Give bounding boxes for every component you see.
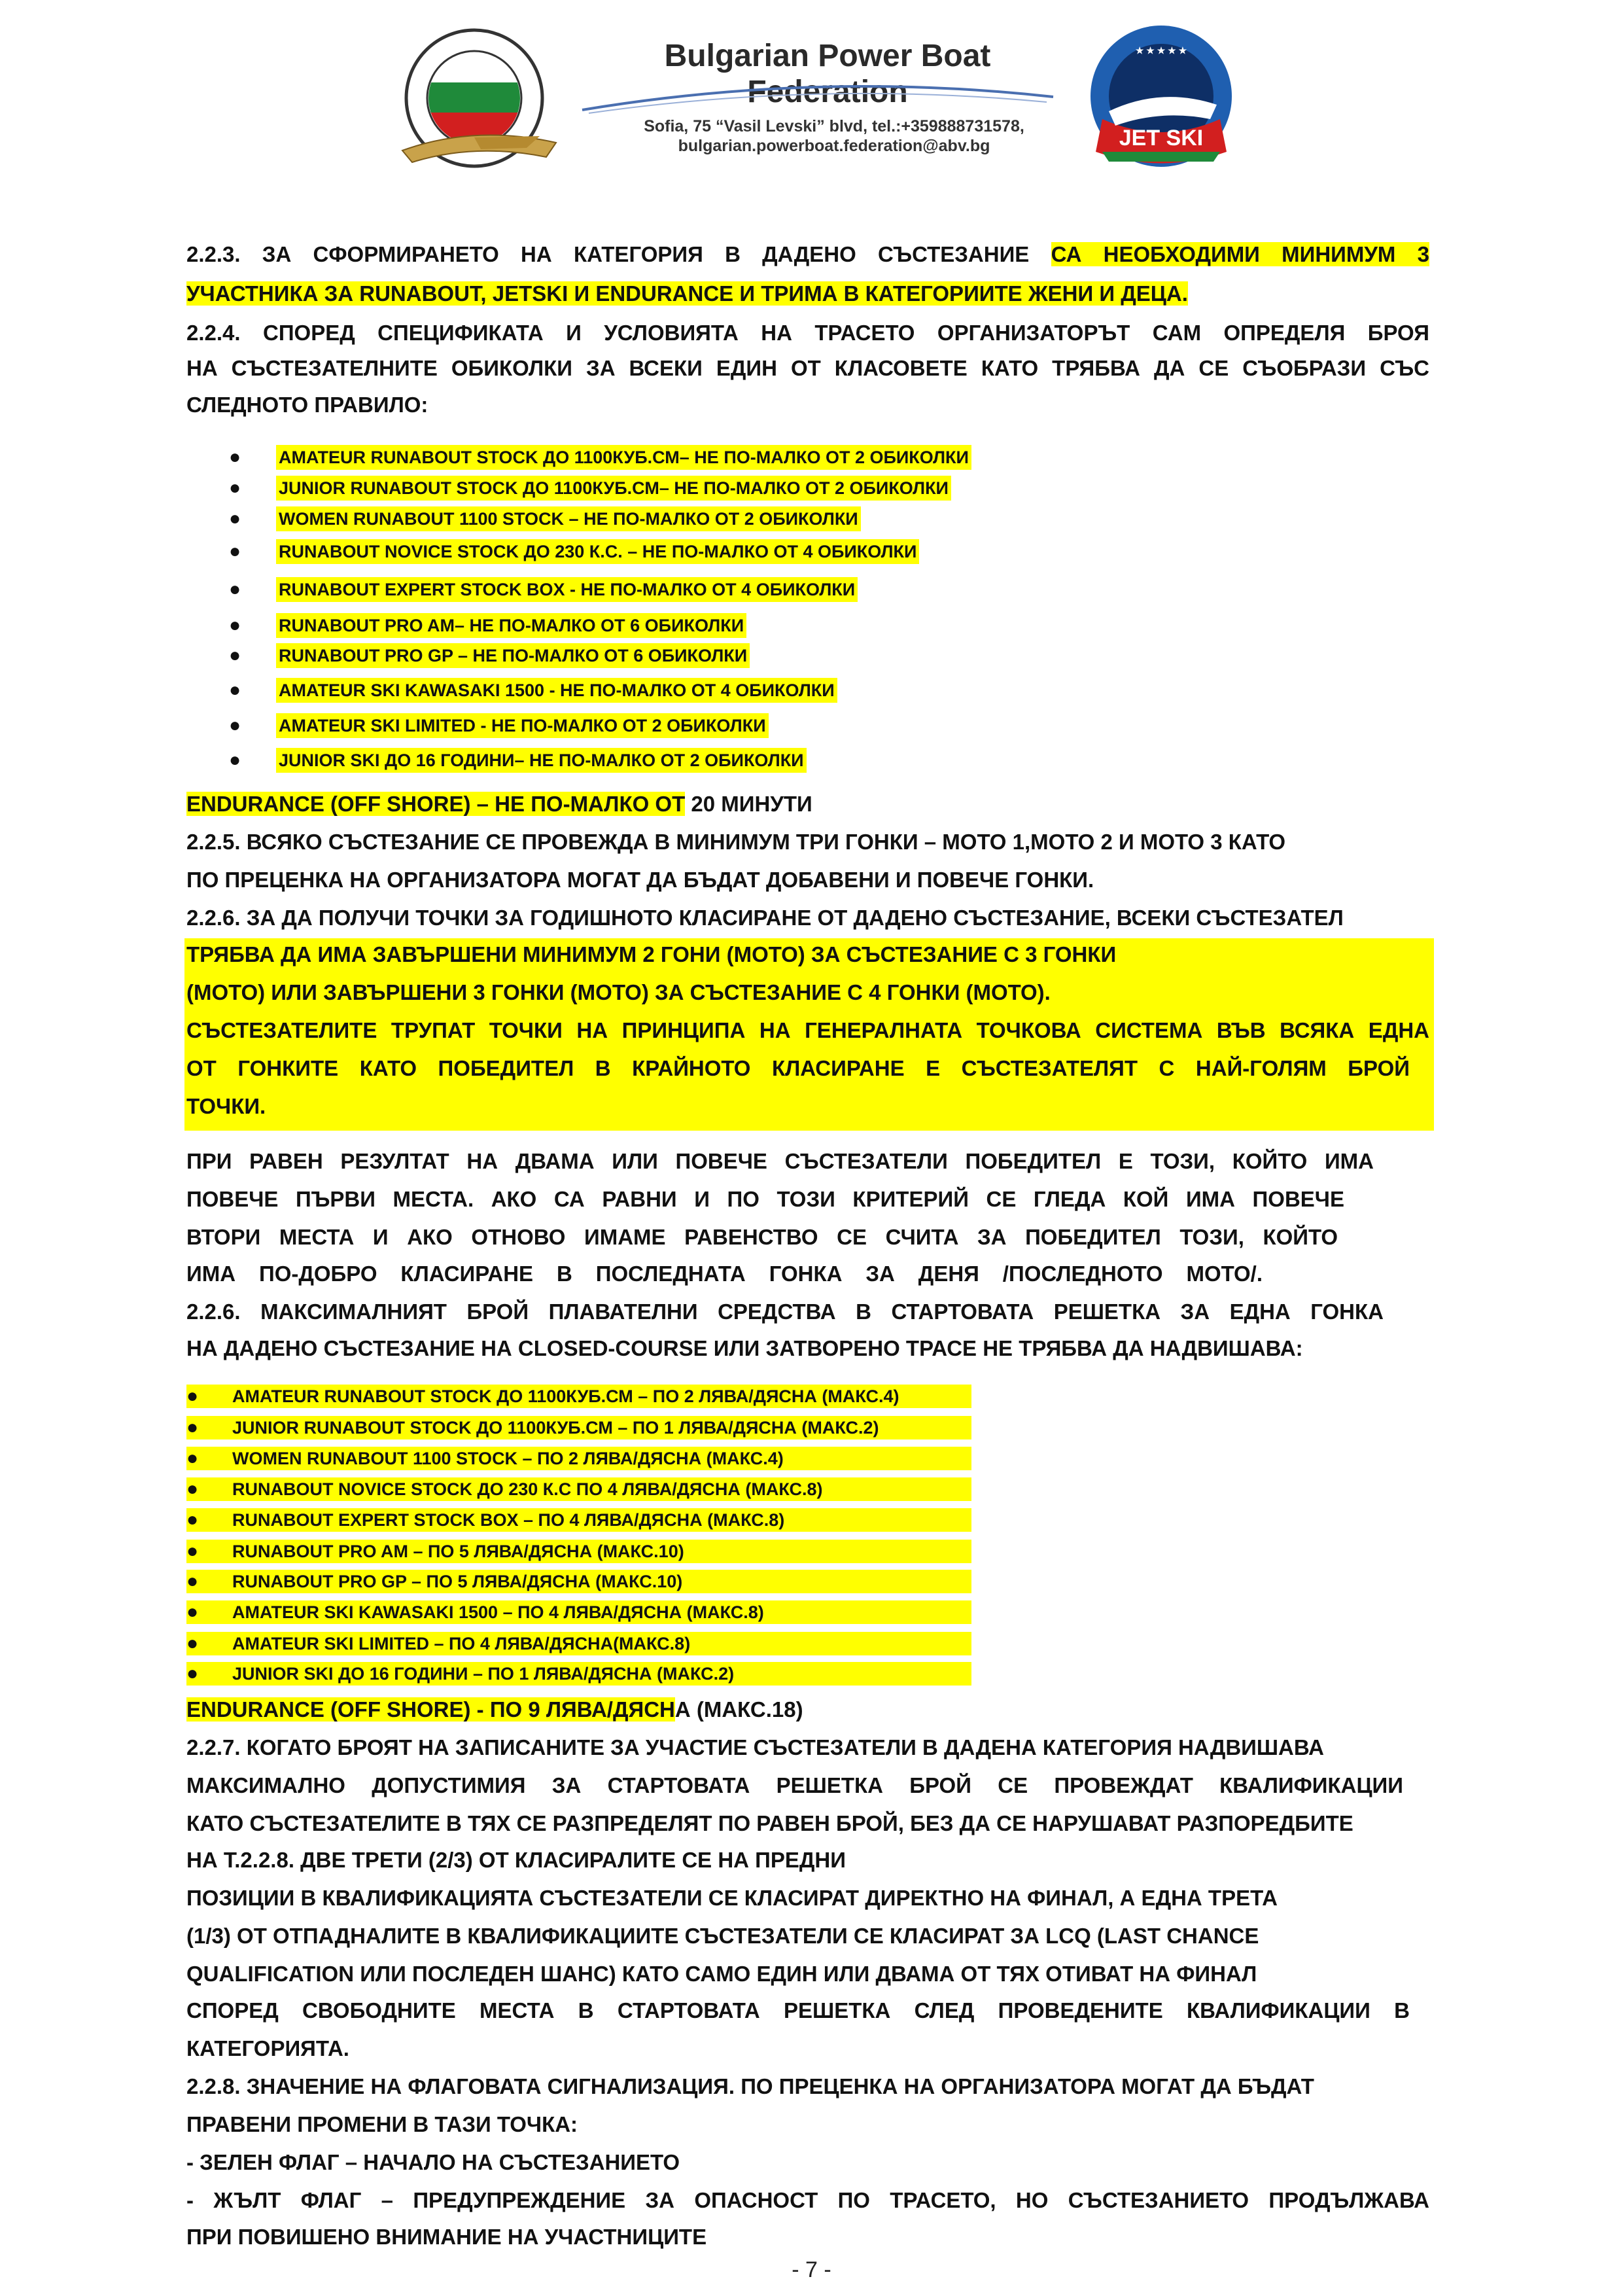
endurance-laps: ENDURANCE (OFF SHORE) – НЕ ПО-МАЛКО ОТ 20 МИНУТИ	[186, 792, 812, 816]
laps-list-item-text: AMATEUR SKI LIMITED - НЕ ПО-МАЛКО ОТ 2 ОБИКОЛКИ	[276, 713, 769, 738]
bullet-icon: ●	[229, 614, 241, 636]
section-2-2-4-line-2: НА СЪСТЕЗАТЕЛНИТЕ ОБИКОЛКИ ЗА ВСЕКИ ЕДИН ОТ КЛАСОВЕТЕ КАТО ТРЯБВА ДА СЕ СЪОБРАЗИ СЪС	[186, 356, 1429, 380]
section-2-2-4-line-3: СЛЕДНОТО ПРАВИЛО:	[186, 393, 428, 417]
bullet-icon: ●	[186, 1417, 199, 1438]
laps-list-item-text: RUNABOUT PRO GP – НЕ ПО-МАЛКО ОТ 6 ОБИКОЛКИ	[276, 643, 750, 668]
yellow-flag-line: - ЖЪЛТ ФЛАГ – ПРЕДУПРЕЖДЕНИЕ ЗА ОПАСНОСТ ПО ТРАСЕТО, НО СЪСТЕЗАНИЕТО ПРОДЪЛЖАВА	[186, 2188, 1429, 2212]
laps-list-item-text: JUNIOR RUNABOUT STOCK ДО 1100КУБ.СМ– НЕ ПО-МАЛКО ОТ 2 ОБИКОЛКИ	[276, 476, 951, 501]
max-boats-list-item-text: JUNIOR SKI ДО 16 ГОДИНИ – ПО 1 ЛЯВА/ДЯСНА (МАКС.2)	[186, 1662, 971, 1686]
section-2-2-8-line-2: ПРАВЕНИ ПРОМЕНИ В ТАЗИ ТОЧКА:	[186, 2112, 578, 2136]
section-2-2-7-line-2: МАКСИМАЛНО ДОПУСТИМИЯ ЗА СТАРТОВАТА РЕШЕТКА БРОЙ СЕ ПРОВЕЖДАТ КВАЛИФИКАЦИИ	[186, 1773, 1403, 1797]
section-2-2-7-line-4: НА Т.2.2.8. ДВЕ ТРЕТИ (2/3) ОТ КЛАСИРАЛИТЕ СЕ НА ПРЕДНИ	[186, 1848, 846, 1872]
svg-text:★ ★ ★ ★ ★: ★ ★ ★ ★ ★	[1135, 45, 1187, 56]
section-2-2-7-line-3: КАТО СЪСТЕЗАТЕЛИТЕ В ТЯХ СЕ РАЗПРЕДЕЛЯТ ПО РАВЕН БРОЙ, БЕЗ ДА СЕ НАРУШАВАТ РАЗПОРЕДБИТЕ	[186, 1811, 1353, 1835]
max-boats-list-item-text: AMATEUR SKI KAWASAKI 1500 – ПО 4 ЛЯВА/ДЯСНА (МАКС.8)	[186, 1600, 971, 1624]
tie-rule-line-3: ВТОРИ МЕСТА И АКО ОТНОВО ИМАМЕ РАВЕНСТВО СЕ СЧИТА ЗА ПОБЕДИТЕЛ ТОЗИ, КОЙТО	[186, 1225, 1338, 1249]
section-2-2-6b-line-2: НА ДАДЕНО СЪСТЕЗАНИЕ НА CLOSED-COURSE ИЛИ ЗАТВОРЕНО ТРАСЕ НЕ ТРЯБВА ДА НАДВИШАВА:	[186, 1336, 1303, 1360]
laps-list-item-text: AMATEUR SKI KAWASAKI 1500 - НЕ ПО-МАЛКО ОТ 4 ОБИКОЛКИ	[276, 678, 837, 703]
laps-list-item-text: RUNABOUT EXPERT STOCK BOX - НЕ ПО-МАЛКО ОТ 4 ОБИКОЛКИ	[276, 577, 858, 602]
max-boats-list-item-text: RUNABOUT NOVICE STOCK ДО 230 К.С ПО 4 ЛЯВА/ДЯСНА (МАКС.8)	[186, 1477, 971, 1501]
federation-address	[592, 116, 1076, 156]
section-2-2-7-line-1: 2.2.7. КОГАТО БРОЯТ НА ЗАПИСАНИТЕ ЗА УЧАСТИЕ СЪСТЕЗАТЕЛИ В ДАДЕНА КАТЕГОРИЯ НАДВИШАВА	[186, 1735, 1324, 1759]
address-line-1: Sofia, 75 “Vasil Levski” blvd, tel.:+359888731578,	[644, 117, 1024, 135]
bullet-icon: ●	[186, 1601, 199, 1623]
laps-list-item-text: JUNIOR SKI ДО 16 ГОДИНИ– НЕ ПО-МАЛКО ОТ 2 ОБИКОЛКИ	[276, 748, 807, 773]
section-2-2-6-line-2: ТРЯБВА ДА ИМА ЗАВЪРШЕНИ МИНИМУМ 2 ГОНИ (МОТО) ЗА СЪСТЕЗАНИЕ С 3 ГОНКИ	[186, 942, 1117, 966]
bullet-icon: ●	[186, 1570, 199, 1592]
section-2-2-3-line-2: УЧАСТНИКА ЗА RUNABOUT, JETSKI И ENDURANCE И ТРИМА В КАТЕГОРИИТЕ ЖЕНИ И ДЕЦА.	[186, 281, 1188, 306]
bullet-icon: ●	[186, 1385, 199, 1407]
bullet-icon: ●	[229, 645, 241, 666]
section-2-2-7-line-8: СПОРЕД СВОБОДНИТЕ МЕСТА В СТАРТОВАТА РЕШЕТКА СЛЕД ПРОВЕДЕНИТЕ КВАЛИФИКАЦИИ В	[186, 1998, 1410, 2022]
laps-list-item-text: WOMEN RUNABOUT 1100 STOCK – НЕ ПО-МАЛКО ОТ 2 ОБИКОЛКИ	[276, 506, 861, 531]
laps-list-item-text: RUNABOUT PRO AM– НЕ ПО-МАЛКО ОТ 6 ОБИКОЛКИ	[276, 613, 746, 638]
section-2-2-7-line-6: (1/3) ОТ ОТПАДНАЛИТЕ В КВАЛИФИКАЦИИТЕ СЪСТЕЗАТЕЛИ СЕ КЛАСИРАТ ЗА LCQ (LAST CHANCE	[186, 1924, 1259, 1948]
bullet-icon: ●	[229, 679, 241, 701]
bullet-icon: ●	[229, 540, 241, 562]
section-2-2-6-line-5: ОТ ГОНКИТЕ КАТО ПОБЕДИТЕЛ В КРАЙНОТО КЛАСИРАНЕ Е СЪСТЕЗАТЕЛЯТ С НАЙ-ГОЛЯМ БРОЙ	[186, 1056, 1410, 1080]
yellow-flag-line-2: ПРИ ПОВИШЕНО ВНИМАНИЕ НА УЧАСТНИЦИТЕ	[186, 2225, 707, 2249]
max-boats-list-item-text: RUNABOUT PRO AM – ПО 5 ЛЯВА/ДЯСНА (МАКС.10)	[186, 1540, 971, 1563]
bullet-icon: ●	[229, 749, 241, 771]
section-2-2-6b-line-1: 2.2.6. МАКСИМАЛНИЯТ БРОЙ ПЛАВАТЕЛНИ СРЕДСТВА В СТАРТОВАТА РЕШЕТКА ЗА ЕДНА ГОНКА	[186, 1299, 1384, 1324]
bullet-icon: ●	[229, 578, 241, 600]
bullet-icon: ●	[186, 1540, 199, 1562]
section-2-2-4-line-1: 2.2.4. СПОРЕД СПЕЦИФИКАТА И УСЛОВИЯТА НА ТРАСЕТО ОРГАНИЗАТОРЪТ САМ ОПРЕДЕЛЯ БРОЯ	[186, 321, 1429, 345]
jet-ski-championship-logo-icon	[1063, 21, 1259, 178]
max-boats-list-item-text: RUNABOUT PRO GP – ПО 5 ЛЯВА/ДЯСНА (МАКС.10)	[186, 1570, 971, 1593]
swoosh-decoration-icon	[576, 77, 1060, 116]
page-number: - 7 -	[792, 2257, 831, 2282]
bullet-icon: ●	[229, 477, 241, 499]
laps-list-item-text: RUNABOUT NOVICE STOCK ДО 230 К.С. – НЕ ПО-МАЛКО ОТ 4 ОБИКОЛКИ	[276, 539, 919, 564]
section-2-2-6-line-6: ТОЧКИ.	[186, 1094, 266, 1118]
section-2-2-6-line-3: (МОТО) ИЛИ ЗАВЪРШЕНИ 3 ГОНКИ (МОТО) ЗА СЪСТЕЗАНИЕ С 4 ГОНКИ (МОТО).	[186, 980, 1051, 1004]
max-boats-list-item-text: JUNIOR RUNABOUT STOCK ДО 1100КУБ.СМ – ПО 1 ЛЯВА/ДЯСНА (МАКС.2)	[186, 1416, 971, 1439]
bullet-icon: ●	[186, 1447, 199, 1469]
max-boats-list-item-text: WOMEN RUNABOUT 1100 STOCK – ПО 2 ЛЯВА/ДЯСНА (МАКС.4)	[186, 1447, 971, 1470]
section-2-2-8-line-1: 2.2.8. ЗНАЧЕНИЕ НА ФЛАГОВАТА СИГНАЛИЗАЦИЯ. ПО ПРЕЦЕНКА НА ОРГАНИЗАТОРА МОГАТ ДА БЪДАТ	[186, 2074, 1314, 2098]
max-boats-list-item-text: RUNABOUT EXPERT STOCK BOX – ПО 4 ЛЯВА/ДЯСНА (МАКС.8)	[186, 1508, 971, 1532]
bullet-icon: ●	[229, 508, 241, 529]
max-boats-list-item-text: AMATEUR SKI LIMITED – ПО 4 ЛЯВА/ДЯСНА(МАКС.8)	[186, 1632, 971, 1655]
svg-text:JET SKI: JET SKI	[1119, 126, 1204, 150]
tie-rule-line-2: ПОВЕЧЕ ПЪРВИ МЕСТА. АКО СА РАВНИ И ПО ТОЗИ КРИТЕРИЙ СЕ ГЛЕДА КОЙ ИМА ПОВЕЧЕ	[186, 1187, 1344, 1211]
green-flag-line: - ЗЕЛЕН ФЛАГ – НАЧАЛО НА СЪСТЕЗАНИЕТО	[186, 2150, 680, 2174]
bullet-icon: ●	[229, 715, 241, 736]
section-2-2-3-line-1: 2.2.3. ЗА СФОРМИРАНЕТО НА КАТЕГОРИЯ В ДАДЕНО СЪСТЕЗАНИЕ СА НЕОБХОДИМИ МИНИМУМ 3	[186, 242, 1430, 266]
section-2-2-5-line-2: ПО ПРЕЦЕНКА НА ОРГАНИЗАТОРА МОГАТ ДА БЪДАТ ДОБАВЕНИ И ПОВЕЧЕ ГОНКИ.	[186, 868, 1094, 892]
tie-rule-line-4: ИМА ПО-ДОБРО КЛАСИРАНЕ В ПОСЛЕДНАТА ГОНКА ЗА ДЕНЯ /ПОСЛЕДНОТО МОТО/.	[186, 1262, 1263, 1286]
section-2-2-7-line-9: КАТЕГОРИЯТА.	[186, 2036, 349, 2060]
section-2-2-7-line-7: QUALIFICATION ИЛИ ПОСЛЕДЕН ШАНС) КАТО САМО ЕДИН ИЛИ ДВАМА ОТ ТЯХ ОТИВАТ НА ФИНАЛ	[186, 1962, 1257, 1986]
bullet-icon: ●	[186, 1509, 199, 1530]
address-email: bulgarian.powerboat.federation@abv.bg	[678, 137, 990, 155]
section-2-2-5-line-1: 2.2.5. ВСЯКО СЪСТЕЗАНИЕ СЕ ПРОВЕЖДА В МИНИМУМ ТРИ ГОНКИ – МОТО 1,МОТО 2 И МОТО 3 КАТО	[186, 830, 1286, 854]
bullet-icon: ●	[186, 1663, 199, 1684]
letterhead	[0, 0, 1623, 196]
federation-logo-icon	[376, 26, 572, 177]
federation-name: Bulgarian Power Boat Federation	[664, 39, 991, 109]
tie-rule-line-1: ПРИ РАВЕН РЕЗУЛТАТ НА ДВАМА ИЛИ ПОВЕЧЕ СЪСТЕЗАТЕЛИ ПОБЕДИТЕЛ Е ТОЗИ, КОЙТО ИМА	[186, 1149, 1374, 1173]
bullet-icon: ●	[186, 1478, 199, 1500]
section-2-2-7-line-5: ПОЗИЦИИ В КВАЛИФИКАЦИЯТА СЪСТЕЗАТЕЛИ СЕ КЛАСИРАТ ДИРЕКТНО НА ФИНАЛ, А ЕДНА ТРЕТА	[186, 1886, 1278, 1910]
endurance-max: ENDURANCE (OFF SHORE) - ПО 9 ЛЯВА/ДЯСНА (МАКС.18)	[186, 1697, 803, 1722]
section-2-2-6-line-1: 2.2.6. ЗА ДА ПОЛУЧИ ТОЧКИ ЗА ГОДИШНОТО КЛАСИРАНЕ ОТ ДАДЕНО СЪСТЕЗАНИЕ, ВСЕКИ СЪСТЕЗАТЕЛ	[186, 906, 1344, 930]
laps-list-item-text: AMATEUR RUNABOUT STOCK ДО 1100КУБ.СМ– НЕ ПО-МАЛКО ОТ 2 ОБИКОЛКИ	[276, 445, 971, 470]
section-2-2-6-line-4: СЪСТЕЗАТЕЛИТЕ ТРУПАТ ТОЧКИ НА ПРИНЦИПА НА ГЕНЕРАЛНАТА ТОЧКОВА СИСТЕМА ВЪВ ВСЯКА ЕДНА	[186, 1018, 1429, 1042]
bullet-icon: ●	[186, 1633, 199, 1654]
max-boats-list-item-text: AMATEUR RUNABOUT STOCK ДО 1100КУБ.СМ – ПО 2 ЛЯВА/ДЯСНА (МАКС.4)	[186, 1385, 971, 1408]
bullet-icon: ●	[229, 446, 241, 468]
